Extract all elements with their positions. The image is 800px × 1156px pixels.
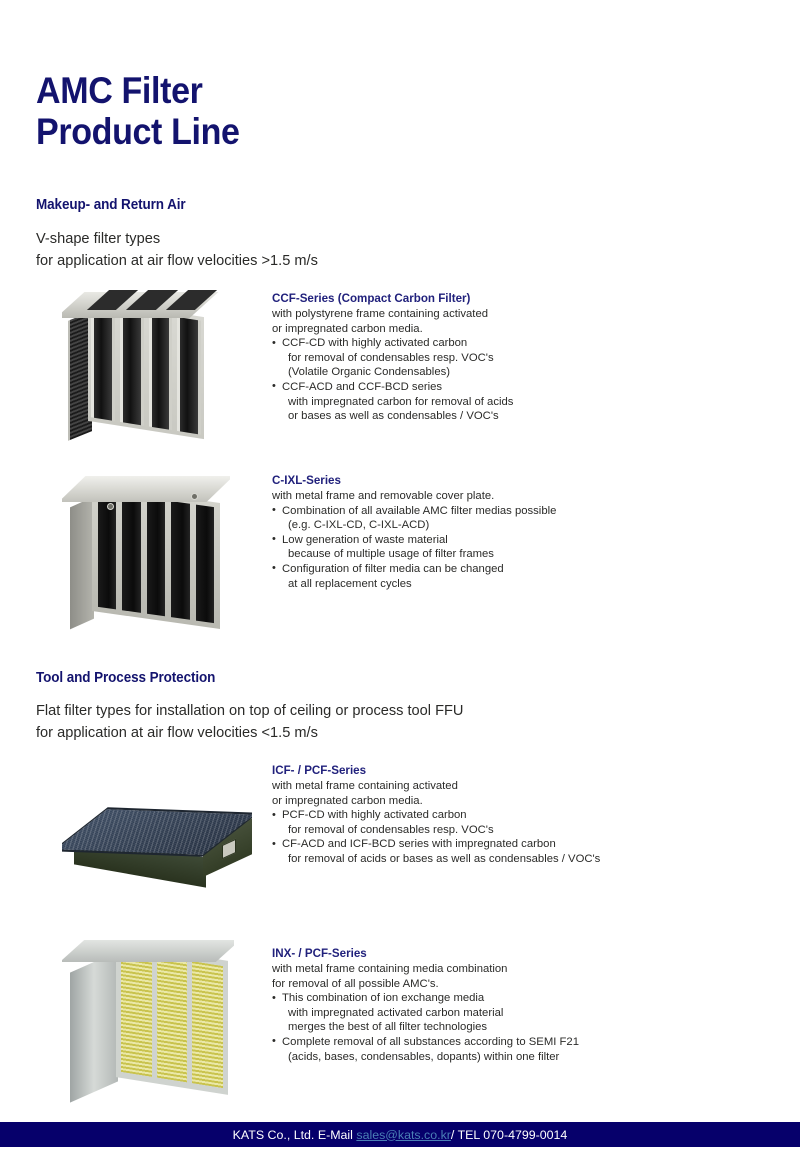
cixl-bolt bbox=[192, 494, 197, 499]
product-title-ccf: CCF-Series (Compact Carbon Filter) bbox=[272, 292, 471, 305]
section-subtitle-line-1: V-shape filter types bbox=[36, 231, 161, 247]
bullet-first-line: Low generation of waste material bbox=[282, 533, 448, 546]
bullet-cont-line: (Volatile Organic Condensables) bbox=[288, 366, 451, 379]
list-item bbox=[272, 504, 556, 533]
product-title-icf-pcf: ICF- / PCF-Series bbox=[272, 764, 367, 777]
section-subtitle-line-1: Flat filter types for installation on top of ceiling or process tool FFU bbox=[36, 703, 464, 719]
product-description-inx-pcf bbox=[272, 946, 579, 1064]
bullet-cont-line: merges the best of all filter technologies bbox=[288, 1021, 488, 1034]
product-intro-line: with metal frame containing activated bbox=[272, 780, 458, 792]
product-description-icf-pcf bbox=[272, 763, 600, 867]
product-intro-line: with metal frame and removable cover plate. bbox=[272, 490, 495, 502]
footer-bar bbox=[0, 1122, 800, 1147]
cixl-bolt bbox=[108, 504, 113, 509]
bullet-cont-line: at all replacement cycles bbox=[288, 577, 412, 590]
bullet-first-line: PCF-CD with highly activated carbon bbox=[282, 809, 467, 822]
bullet-cont-line: because of multiple usage of filter frames bbox=[288, 548, 494, 561]
list-item bbox=[272, 837, 600, 866]
inx-left-panel bbox=[70, 951, 118, 1102]
bullet-cont-line: (acids, bases, condensables, dopants) within one filter bbox=[288, 1050, 560, 1063]
product-bullet-list-c-ixl bbox=[272, 504, 556, 592]
ccf-v-bank-filter-photo bbox=[62, 286, 230, 444]
list-item bbox=[272, 380, 513, 424]
page-title-line-2: Product Line bbox=[36, 111, 240, 152]
footer-contact-text bbox=[233, 1128, 568, 1142]
product-description-ccf bbox=[272, 291, 513, 424]
inx-pcf-pleated-filter-photo bbox=[62, 938, 234, 1110]
bullet-first-line: This combination of ion exchange media bbox=[282, 992, 485, 1005]
section-heading-makeup-return-air: Makeup- and Return Air bbox=[36, 197, 186, 213]
page-title bbox=[36, 70, 257, 152]
product-title-inx-pcf: INX- / PCF-Series bbox=[272, 947, 367, 960]
bullet-cont-line: for removal of condensables resp. VOC's bbox=[288, 823, 494, 836]
list-item bbox=[272, 533, 556, 562]
product-intro-line: or impregnated carbon media. bbox=[272, 794, 423, 807]
list-item bbox=[272, 991, 579, 1035]
bullet-first-line: CCF-ACD and CCF-BCD series bbox=[282, 380, 443, 393]
section-subtitle-line-2: for application at air flow velocities <1.5 m/s bbox=[36, 725, 318, 741]
bullet-cont-line: with impregnated carbon for removal of acids bbox=[288, 395, 514, 408]
bullet-first-line: CF-ACD and ICF-BCD series with impregnated carbon bbox=[282, 838, 556, 851]
icf-pcf-flat-filter-photo bbox=[62, 806, 252, 898]
bullet-cont-line: for removal of condensables resp. VOC's bbox=[288, 351, 494, 364]
section-subtitle-line-2: for application at air flow velocities >1.5 m/s bbox=[36, 253, 318, 269]
list-item bbox=[272, 562, 556, 591]
bullet-cont-line: or bases as well as condensables / VOC's bbox=[288, 410, 499, 423]
product-bullet-list-icf-pcf bbox=[272, 808, 600, 866]
list-item bbox=[272, 336, 513, 380]
bullet-first-line: Complete removal of all substances according to SEMI F21 bbox=[282, 1035, 579, 1048]
inx-top-cap bbox=[62, 940, 234, 962]
product-intro-line: for removal of all possible AMC's. bbox=[272, 977, 439, 990]
product-intro-line: with metal frame containing media combination bbox=[272, 963, 508, 975]
footer-company-text: KATS Co., Ltd. E-Mail bbox=[232, 1127, 357, 1142]
bullet-cont-line: for removal of acids or bases as well as condensables / VOC's bbox=[288, 852, 601, 865]
footer-email-link[interactable]: sales@kats.co.kr bbox=[356, 1127, 451, 1142]
inx-front-frame bbox=[116, 943, 228, 1095]
page-title-line-1: AMC Filter bbox=[36, 70, 203, 111]
bullet-cont-line: (e.g. C-IXL-CD, C-IXL-ACD) bbox=[288, 519, 430, 532]
c-ixl-metal-frame-filter-photo bbox=[62, 468, 230, 636]
product-intro-line: with polystyrene frame containing activated bbox=[272, 308, 489, 320]
bullet-first-line: Combination of all available AMC filter medias possible bbox=[282, 504, 557, 517]
product-bullet-list-ccf bbox=[272, 336, 513, 424]
cixl-cover-plate bbox=[62, 476, 230, 502]
product-intro-line: or impregnated carbon media. bbox=[272, 322, 423, 335]
bullet-first-line: Configuration of filter media can be changed bbox=[282, 562, 504, 575]
product-description-c-ixl bbox=[272, 473, 556, 591]
list-item bbox=[272, 1035, 579, 1064]
product-bullet-list-inx-pcf bbox=[272, 991, 579, 1064]
bullet-cont-line: with impregnated activated carbon material bbox=[288, 1006, 504, 1019]
ccf-top-slots bbox=[87, 290, 217, 310]
list-item bbox=[272, 808, 600, 837]
section-heading-tool-process-protection: Tool and Process Protection bbox=[36, 670, 216, 686]
bullet-first-line: CCF-CD with highly activated carbon bbox=[282, 337, 468, 350]
product-title-c-ixl: C-IXL-Series bbox=[272, 474, 341, 487]
cixl-left-side bbox=[70, 497, 94, 630]
footer-phone-text: / TEL 070-4799-0014 bbox=[450, 1127, 568, 1142]
ccf-front-face bbox=[88, 299, 204, 439]
